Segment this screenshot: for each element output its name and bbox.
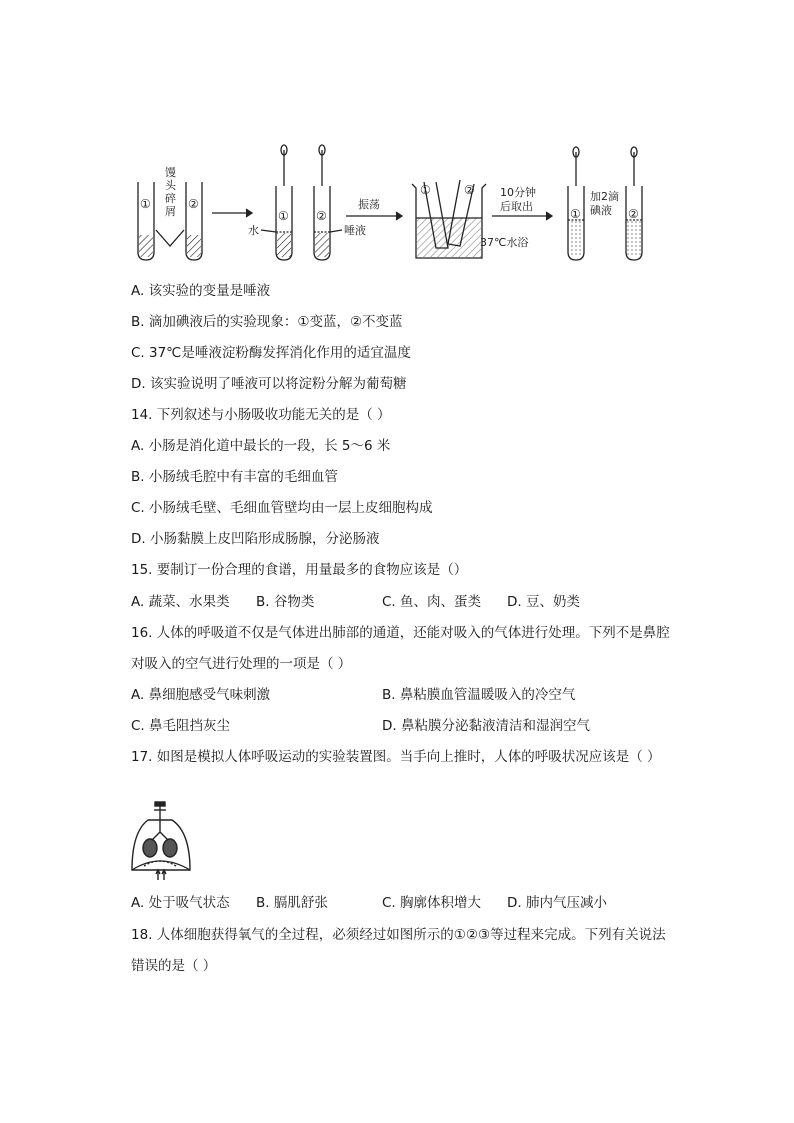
q14-option-d: D. 小肠黏膜上皮凹陷形成肠腺，分泌肠液 bbox=[131, 531, 380, 547]
q13-option-b: B. 滴加碘液后的实验现象：①变蓝，②不变蓝 bbox=[131, 314, 403, 330]
q17-option-d: D. 肺内气压减小 bbox=[507, 895, 607, 911]
q18-stem-line2: 错误的是（ ） bbox=[131, 958, 217, 974]
q17-option-a: A. 处于吸气状态 bbox=[131, 895, 230, 911]
q16-option-b: B. 鼻粘膜血管温暖吸入的冷空气 bbox=[382, 687, 576, 703]
q14-stem: 14. 下列叙述与小肠吸收功能无关的是（ ） bbox=[131, 407, 391, 423]
label-saliva: 唾液 bbox=[344, 224, 366, 237]
tube-1a-label: ① bbox=[140, 197, 151, 211]
q15-option-a: A. 蔬菜、水果类 bbox=[131, 594, 230, 610]
q15-option-d: D. 豆、奶类 bbox=[507, 594, 580, 610]
q18-stem-line1: 18. 人体细胞获得氧气的全过程，必须经过如图所示的①②③等过程来完成。下列有关说法 bbox=[131, 927, 666, 943]
q13-option-c: C. 37℃是唾液淀粉酶发挥消化作用的适宜温度 bbox=[131, 345, 411, 361]
label-mantou-4: 屑 bbox=[165, 205, 176, 218]
q16-stem-line1: 16. 人体的呼吸道不仅是气体进出肺部的通道，还能对吸入的气体进行处理。下列不是鼻腔 bbox=[131, 625, 670, 641]
beaker-tube-1: ① bbox=[420, 183, 431, 197]
q16-option-d: D. 鼻粘膜分泌黏液清洁和湿润空气 bbox=[382, 718, 590, 734]
q13-option-d: D. 该实验说明了唾液可以将淀粉分解为葡萄糖 bbox=[131, 376, 407, 392]
label-iodine-1: 加2滴 bbox=[590, 190, 619, 203]
q14-option-b: B. 小肠绒毛腔中有丰富的毛细血管 bbox=[131, 469, 338, 485]
label-mantou-3: 碎 bbox=[165, 192, 176, 205]
q17-stem: 17. 如图是模拟人体呼吸运动的实验装置图。当手向上推时，人体的呼吸状况应该是（ ） bbox=[131, 749, 661, 765]
q15-option-b: B. 谷物类 bbox=[256, 594, 315, 610]
experiment-figure bbox=[130, 140, 660, 268]
label-water: 水 bbox=[248, 224, 259, 237]
label-mantou-1: 馒 bbox=[165, 166, 176, 179]
q16-stem-line2: 对吸入的空气进行处理的一项是（ ） bbox=[131, 656, 352, 672]
q14-option-a: A. 小肠是消化道中最长的一段，长 5～6 米 bbox=[131, 438, 391, 454]
q15-stem: 15. 要制订一份合理的食谱，用量最多的食物应该是（） bbox=[131, 562, 468, 578]
q17-option-b: B. 膈肌舒张 bbox=[256, 895, 328, 911]
label-time-2: 后取出 bbox=[500, 200, 533, 213]
q17-option-c: C. 胸廓体积增大 bbox=[382, 895, 482, 911]
label-time-1: 10分钟 bbox=[500, 186, 536, 199]
q16-option-c: C. 鼻毛阻挡灰尘 bbox=[131, 718, 231, 734]
label-iodine-2: 碘液 bbox=[590, 204, 612, 217]
label-mantou-2: 头 bbox=[165, 179, 176, 192]
tube-2b-label: ② bbox=[316, 209, 327, 223]
tube-1c-label: ① bbox=[570, 207, 581, 221]
tube-1b-label: ① bbox=[278, 209, 289, 223]
q14-option-c: C. 小肠绒毛壁、毛细血管壁均由一层上皮细胞构成 bbox=[131, 500, 433, 516]
tube-2a-label: ② bbox=[188, 197, 199, 211]
beaker-tube-2: ② bbox=[464, 183, 475, 197]
q15-option-c: C. 鱼、肉、蛋类 bbox=[382, 594, 482, 610]
label-shake: 振荡 bbox=[358, 198, 380, 211]
label-bath: 37℃水浴 bbox=[480, 236, 529, 249]
q13-option-a: A. 该实验的变量是唾液 bbox=[131, 283, 271, 299]
q16-option-a: A. 鼻细胞感受气味刺激 bbox=[131, 687, 271, 703]
tube-2c-label: ② bbox=[628, 207, 639, 221]
breathing-model-figure bbox=[128, 800, 194, 884]
